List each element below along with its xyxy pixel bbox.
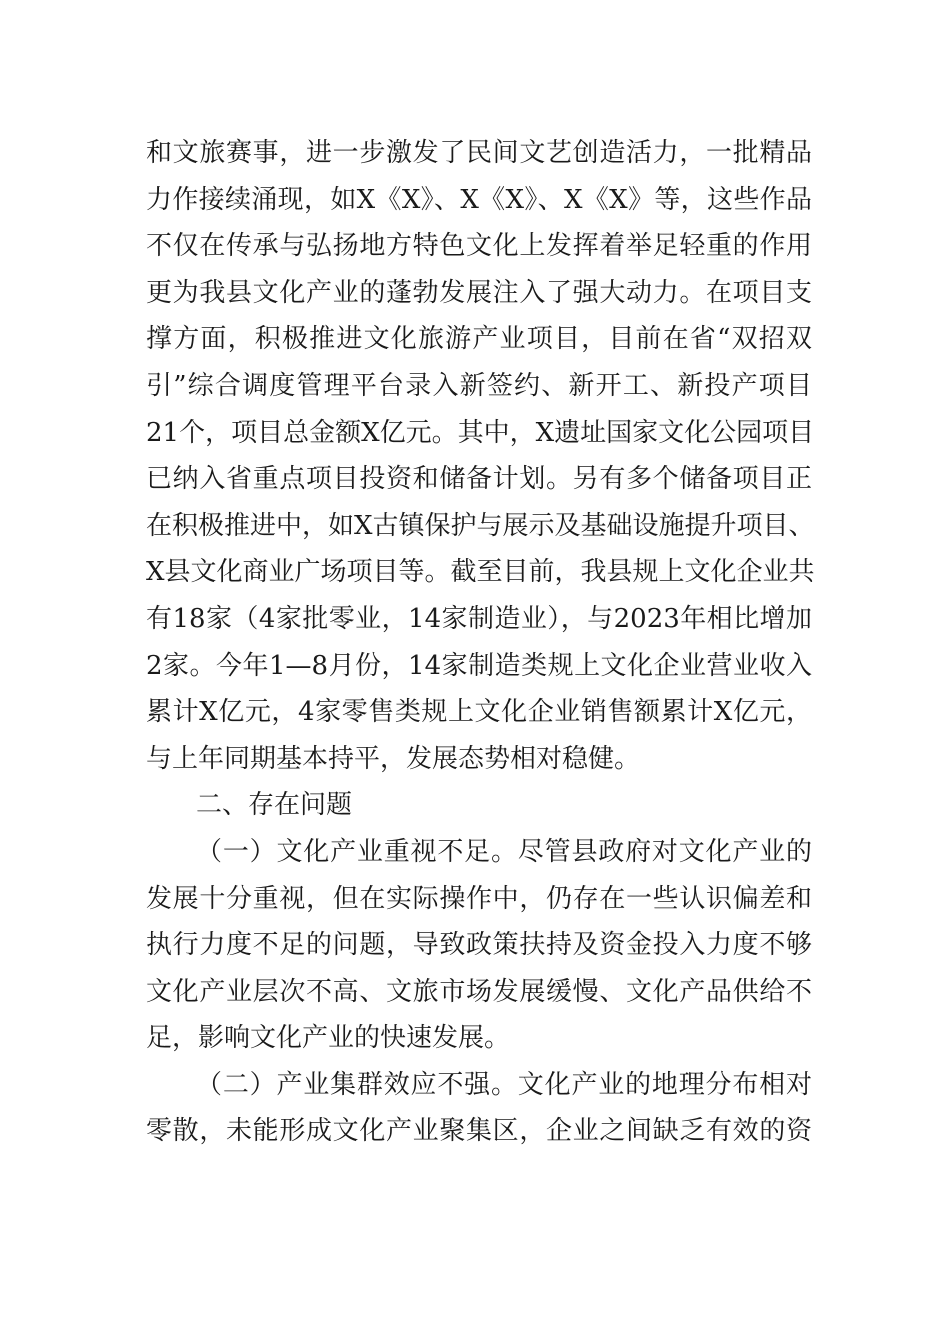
text-line: 2家。今年1—8月份，14家制造类规上文化企业营业收入 bbox=[146, 650, 812, 681]
text-line: （二）产业集群效应不强。文化产业的地理分布相对 bbox=[196, 1069, 812, 1100]
text-line: 引”综合调度管理平台录入新签约、新开工、新投产项目 bbox=[146, 370, 812, 401]
text-line: 已纳入省重点项目投资和储备计划。另有多个储备项目正 bbox=[146, 464, 812, 495]
text-line: 更为我县文化产业的蓬勃发展注入了强大动力。在项目支 bbox=[146, 277, 812, 308]
text-line: 撑方面，积极推进文化旅游产业项目，目前在省“双招双 bbox=[146, 324, 812, 355]
text-line: 执行力度不足的问题，导致政策扶持及资金投入力度不够 bbox=[146, 930, 812, 961]
paragraph-continued bbox=[146, 130, 815, 782]
text-line: 足，影响文化产业的快速发展。 bbox=[146, 1023, 511, 1054]
section-heading: 二、存在问题 bbox=[196, 790, 353, 821]
text-line: X县文化商业广场项目等。截至目前，我县规上文化企业共 bbox=[146, 557, 815, 588]
text-line: 文化产业层次不高、文旅市场发展缓慢、文化产品供给不 bbox=[146, 976, 812, 1007]
text-line: 21个，项目总金额X亿元。其中，X遗址国家文化公园项目 bbox=[146, 417, 815, 448]
text-line: 力作接续涌现，如X《X》、X《X》、X《X》等，这些作品 bbox=[146, 184, 812, 215]
paragraph-issue-1 bbox=[146, 829, 812, 1062]
text-line: 在积极推进中，如X古镇保护与展示及基础设施提升项目、 bbox=[146, 510, 815, 541]
text-line: （一）文化产业重视不足。尽管县政府对文化产业的 bbox=[196, 836, 812, 867]
text-line: 累计X亿元，4家零售类规上文化企业销售额累计X亿元， bbox=[146, 697, 812, 728]
text-line: 有18家（4家批零业，14家制造业），与2023年相比增加 bbox=[146, 603, 812, 634]
text-line: 发展十分重视，但在实际操作中，仍存在一些认识偏差和 bbox=[146, 883, 812, 914]
paragraph-issue-2 bbox=[146, 1062, 812, 1155]
text-line: 零散，未能形成文化产业聚集区，企业之间缺乏有效的资 bbox=[146, 1116, 812, 1147]
text-line: 和文旅赛事，进一步激发了民间文艺创造活力，一批精品 bbox=[146, 138, 812, 168]
document-body bbox=[146, 130, 815, 1155]
text-line: 不仅在传承与弘扬地方特色文化上发挥着举足轻重的作用 bbox=[146, 231, 812, 262]
text-line: 与上年同期基本持平，发展态势相对稳健。 bbox=[146, 743, 641, 774]
